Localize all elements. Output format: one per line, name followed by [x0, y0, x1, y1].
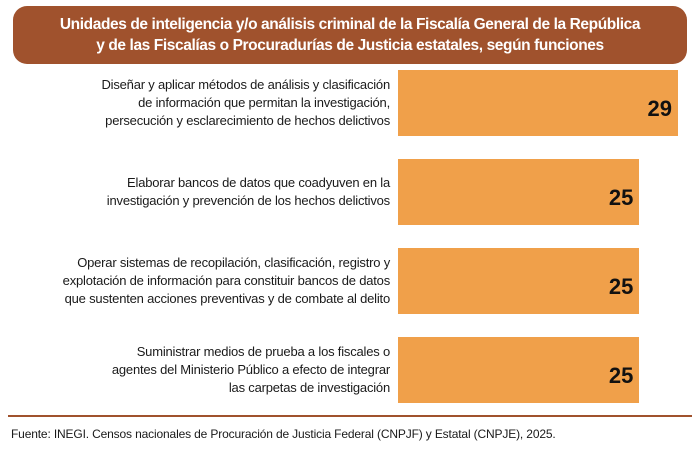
value-label: 25: [608, 274, 634, 299]
bar-chart: [0, 68, 700, 413]
value-label: 25: [608, 363, 634, 388]
category-label: Elaborar bancos de datos que coadyuven en la investigación y prevención de los hechos delictivos: [106, 175, 390, 208]
value-label: 25: [608, 185, 634, 210]
category-label: Operar sistemas de recopilación, clasificación, registro y explotación de información para constituir bancos de datos que sustenten acciones preventivas y de combate al delito: [62, 255, 390, 306]
category-label: Suministrar medios de prueba a los fiscales o agentes del Ministerio Público a efecto de integrar las carpetas de investigación: [111, 344, 390, 395]
source-note: Fuente: INEGI. Censos nacionales de Procuración de Justicia Federal (CNPJF) y Estatal (CNPJE), 2025.: [11, 427, 556, 441]
value-label: 29: [647, 96, 672, 121]
category-label: Diseñar y aplicar métodos de análisis y clasificación de información que permitan la investigación, persecución y esclarecimiento de hechos delictivos: [101, 77, 390, 128]
chart-header: [13, 6, 687, 64]
chart-title: Unidades de inteligencia y/o análisis criminal de la Fiscalía General de la República y de las Fiscalías o Procuradurías de Justicia estatales, según funciones: [59, 16, 641, 54]
divider: [8, 415, 692, 417]
